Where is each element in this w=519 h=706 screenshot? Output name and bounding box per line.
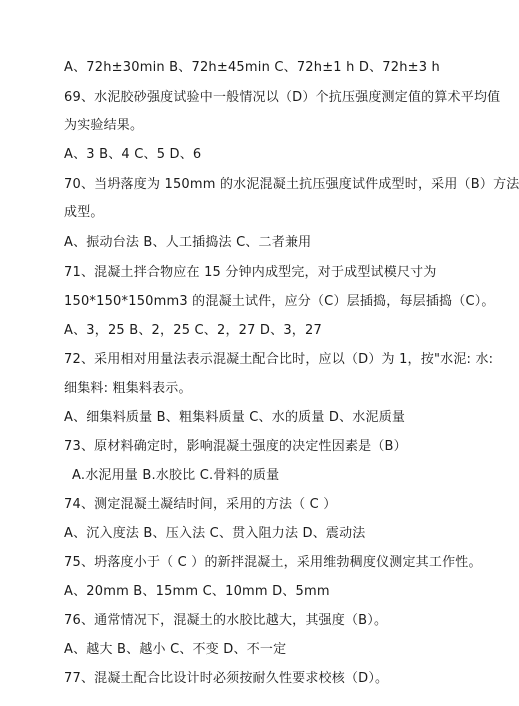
question-76: 76、通常情况下，混凝土的水胶比越大，其强度（B）。 xyxy=(64,613,388,628)
question-70: 70、当坍落度为 150mm 的水泥混凝土抗压强度试件成型时，采用（B）方法 xyxy=(64,177,519,192)
question-77: 77、混凝土配合比设计时必须按耐久性要求校核（D）。 xyxy=(64,671,389,686)
answer-options-75: A、20mm B、15mm C、10mm D、5mm xyxy=(64,584,330,599)
question-71-cont: 150*150*150mm3 的混凝土试件，应分（C）层插捣，每层插捣（C）。 xyxy=(64,294,495,309)
question-69: 69、水泥胶砂强度试验中一般情况以（D）个抗压强度测定值的算术平均值 xyxy=(64,90,501,105)
answer-options-72: A、细集料质量 B、粗集料质量 C、水的质量 D、水泥质量 xyxy=(64,410,406,425)
answer-options-69: A、3 B、4 C、5 D、6 xyxy=(64,147,202,162)
question-71: 71、混凝土拌合物应在 15 分钟内成型完，对于成型试模尺寸为 xyxy=(64,265,437,280)
question-72-cont: 细集料: 粗集料表示。 xyxy=(64,381,192,396)
answer-options-73: A.水泥用量 B.水胶比 C.骨料的质量 xyxy=(72,468,280,483)
answer-options-70: A、振动台法 B、人工插捣法 C、二者兼用 xyxy=(64,235,312,250)
question-70-cont: 成型。 xyxy=(64,205,104,220)
question-74: 74、测定混凝土凝结时间，采用的方法（ C ） xyxy=(64,497,337,512)
answer-options-71: A、3，25 B、2，25 C、2，27 D、3，27 xyxy=(64,323,322,338)
question-72: 72、采用相对用量法表示混凝土配合比时，应以（D）为 1，按"水泥: 水: xyxy=(64,352,494,367)
question-75: 75、坍落度小于（ C ）的新拌混凝土，采用维勃稠度仪测定其工作性。 xyxy=(64,555,482,570)
answer-options-74: A、沉入度法 B、压入法 C、贯入阻力法 D、震动法 xyxy=(64,526,366,541)
question-73: 73、原材料确定时，影响混凝土强度的决定性因素是（B） xyxy=(64,439,407,454)
answer-options-68: A、72h±30min B、72h±45min C、72h±1 h D、72h±3 h xyxy=(64,60,440,75)
question-69-cont: 为实验结果。 xyxy=(64,118,144,133)
answer-options-76: A、越大 B、越小 C、不变 D、不一定 xyxy=(64,642,287,657)
